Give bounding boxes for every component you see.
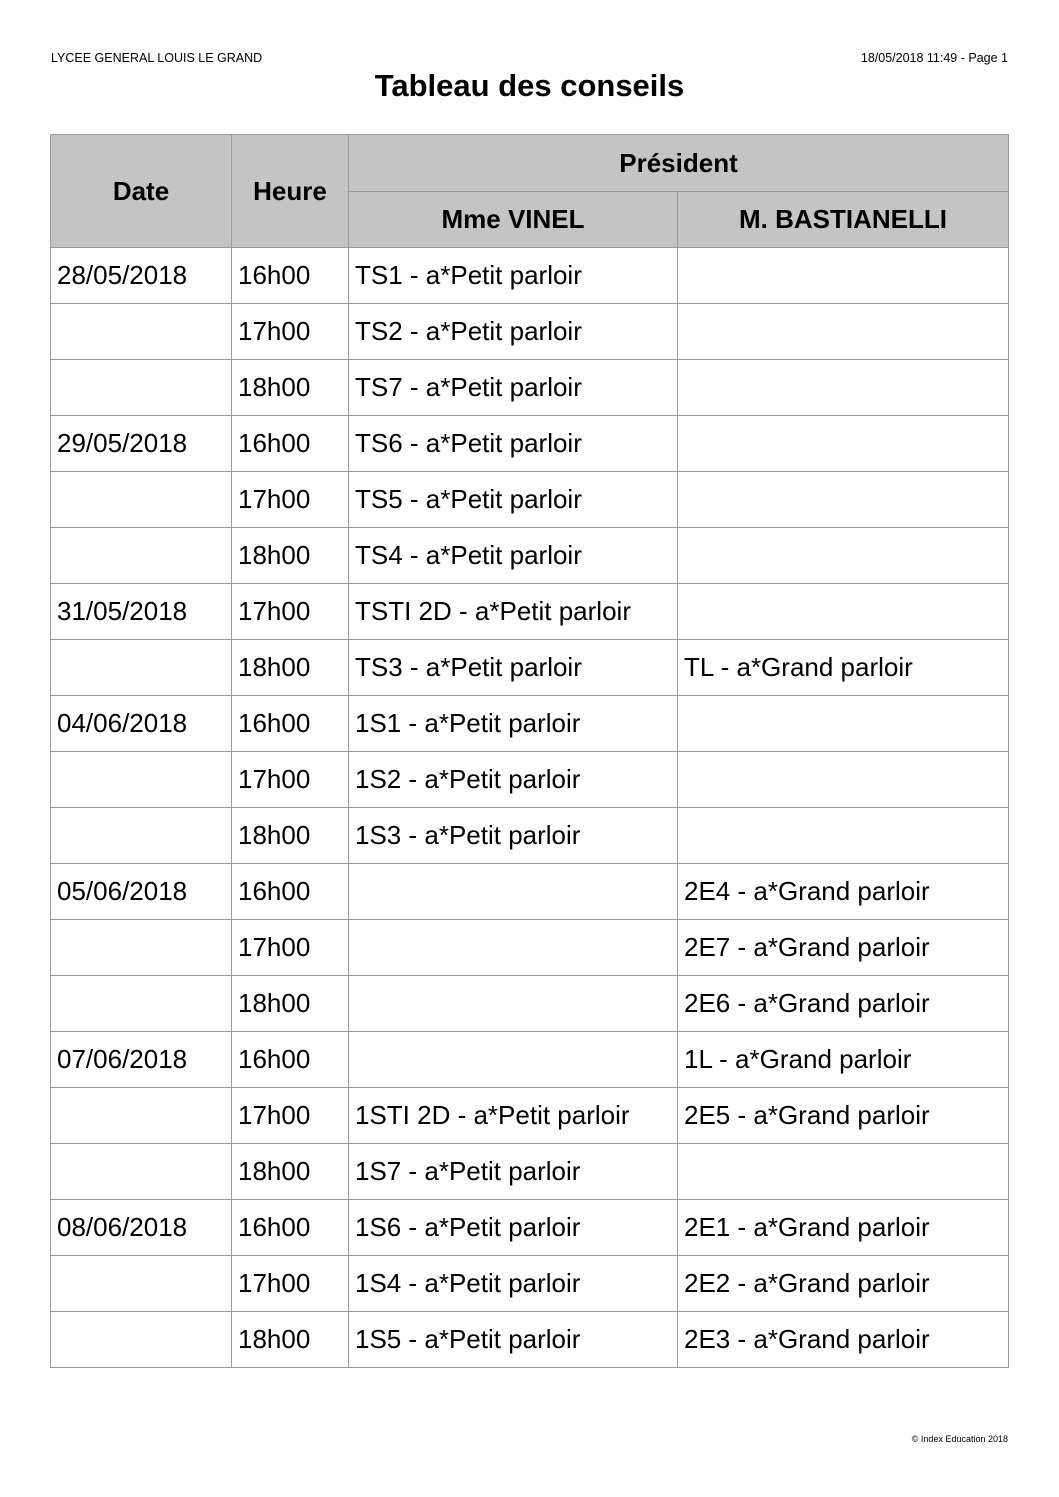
date-cell bbox=[51, 528, 232, 584]
time-cell: 16h00 bbox=[232, 696, 349, 752]
school-name: LYCEE GENERAL LOUIS LE GRAND bbox=[51, 51, 263, 65]
vinel-cell: 1S6 - a*Petit parloir bbox=[349, 1200, 678, 1256]
vinel-cell: 1STI 2D - a*Petit parloir bbox=[349, 1088, 678, 1144]
bastianelli-cell bbox=[678, 416, 1009, 472]
time-cell: 18h00 bbox=[232, 360, 349, 416]
table-row bbox=[51, 528, 1009, 584]
vinel-cell: TS3 - a*Petit parloir bbox=[349, 640, 678, 696]
table-row bbox=[51, 752, 1009, 808]
date-cell bbox=[51, 752, 232, 808]
bastianelli-cell bbox=[678, 248, 1009, 304]
vinel-cell bbox=[349, 976, 678, 1032]
time-cell: 18h00 bbox=[232, 1144, 349, 1200]
col-bastianelli-header: M. BASTIANELLI bbox=[678, 192, 1009, 248]
date-cell: 28/05/2018 bbox=[51, 248, 232, 304]
date-cell bbox=[51, 472, 232, 528]
time-cell: 18h00 bbox=[232, 640, 349, 696]
col-vinel-header: Mme VINEL bbox=[349, 192, 678, 248]
date-cell: 07/06/2018 bbox=[51, 1032, 232, 1088]
date-cell bbox=[51, 1144, 232, 1200]
time-cell: 18h00 bbox=[232, 1312, 349, 1368]
date-cell: 05/06/2018 bbox=[51, 864, 232, 920]
bastianelli-cell bbox=[678, 808, 1009, 864]
table-row bbox=[51, 1200, 1009, 1256]
vinel-cell: 1S5 - a*Petit parloir bbox=[349, 1312, 678, 1368]
time-cell: 16h00 bbox=[232, 864, 349, 920]
table-row bbox=[51, 640, 1009, 696]
table-row bbox=[51, 808, 1009, 864]
table-row bbox=[51, 416, 1009, 472]
time-cell: 17h00 bbox=[232, 472, 349, 528]
date-cell: 04/06/2018 bbox=[51, 696, 232, 752]
bastianelli-cell bbox=[678, 1144, 1009, 1200]
vinel-cell: TSTI 2D - a*Petit parloir bbox=[349, 584, 678, 640]
copyright-footer: © Index Education 2018 bbox=[911, 1434, 1008, 1444]
table-row bbox=[51, 696, 1009, 752]
bastianelli-cell bbox=[678, 528, 1009, 584]
bastianelli-cell bbox=[678, 752, 1009, 808]
vinel-cell: TS2 - a*Petit parloir bbox=[349, 304, 678, 360]
print-timestamp: 18/05/2018 11:49 - Page 1 bbox=[860, 51, 1008, 65]
bastianelli-cell bbox=[678, 472, 1009, 528]
table-row bbox=[51, 360, 1009, 416]
vinel-cell: 1S7 - a*Petit parloir bbox=[349, 1144, 678, 1200]
bastianelli-cell: TL - a*Grand parloir bbox=[678, 640, 1009, 696]
bastianelli-cell: 2E3 - a*Grand parloir bbox=[678, 1312, 1009, 1368]
date-cell bbox=[51, 1312, 232, 1368]
vinel-cell: TS1 - a*Petit parloir bbox=[349, 248, 678, 304]
date-cell bbox=[51, 920, 232, 976]
table-body bbox=[51, 248, 1009, 1368]
bastianelli-cell: 2E5 - a*Grand parloir bbox=[678, 1088, 1009, 1144]
col-president-header: Président bbox=[349, 135, 1009, 192]
time-cell: 17h00 bbox=[232, 304, 349, 360]
vinel-cell: TS5 - a*Petit parloir bbox=[349, 472, 678, 528]
date-cell bbox=[51, 360, 232, 416]
time-cell: 16h00 bbox=[232, 1200, 349, 1256]
date-cell: 31/05/2018 bbox=[51, 584, 232, 640]
table-row bbox=[51, 304, 1009, 360]
table-row bbox=[51, 976, 1009, 1032]
bastianelli-cell bbox=[678, 360, 1009, 416]
date-cell bbox=[51, 808, 232, 864]
vinel-cell: 1S4 - a*Petit parloir bbox=[349, 1256, 678, 1312]
vinel-cell: TS6 - a*Petit parloir bbox=[349, 416, 678, 472]
time-cell: 16h00 bbox=[232, 1032, 349, 1088]
vinel-cell bbox=[349, 1032, 678, 1088]
table-row bbox=[51, 864, 1009, 920]
bastianelli-cell: 1L - a*Grand parloir bbox=[678, 1032, 1009, 1088]
col-date-header: Date bbox=[51, 135, 232, 248]
bastianelli-cell bbox=[678, 696, 1009, 752]
time-cell: 18h00 bbox=[232, 976, 349, 1032]
table-row bbox=[51, 248, 1009, 304]
date-cell: 08/06/2018 bbox=[51, 1200, 232, 1256]
page-title: Tableau des conseils bbox=[374, 68, 685, 103]
table-row bbox=[51, 920, 1009, 976]
date-cell bbox=[51, 1256, 232, 1312]
time-cell: 17h00 bbox=[232, 1088, 349, 1144]
table-row bbox=[51, 472, 1009, 528]
bastianelli-cell: 2E6 - a*Grand parloir bbox=[678, 976, 1009, 1032]
time-cell: 18h00 bbox=[232, 528, 349, 584]
table-row bbox=[51, 584, 1009, 640]
date-cell bbox=[51, 976, 232, 1032]
vinel-cell bbox=[349, 864, 678, 920]
bastianelli-cell: 2E2 - a*Grand parloir bbox=[678, 1256, 1009, 1312]
table-row bbox=[51, 1256, 1009, 1312]
councils-table bbox=[50, 134, 1009, 1368]
time-cell: 17h00 bbox=[232, 1256, 349, 1312]
date-cell bbox=[51, 304, 232, 360]
col-heure-header: Heure bbox=[232, 135, 349, 248]
date-cell: 29/05/2018 bbox=[51, 416, 232, 472]
vinel-cell: 1S2 - a*Petit parloir bbox=[349, 752, 678, 808]
table-row bbox=[51, 1144, 1009, 1200]
date-cell bbox=[51, 1088, 232, 1144]
bastianelli-cell: 2E7 - a*Grand parloir bbox=[678, 920, 1009, 976]
vinel-cell: TS7 - a*Petit parloir bbox=[349, 360, 678, 416]
bastianelli-cell: 2E4 - a*Grand parloir bbox=[678, 864, 1009, 920]
bastianelli-cell bbox=[678, 584, 1009, 640]
vinel-cell: 1S3 - a*Petit parloir bbox=[349, 808, 678, 864]
bastianelli-cell bbox=[678, 304, 1009, 360]
time-cell: 17h00 bbox=[232, 920, 349, 976]
table-row bbox=[51, 1032, 1009, 1088]
time-cell: 16h00 bbox=[232, 248, 349, 304]
date-cell bbox=[51, 640, 232, 696]
vinel-cell bbox=[349, 920, 678, 976]
time-cell: 17h00 bbox=[232, 752, 349, 808]
time-cell: 18h00 bbox=[232, 808, 349, 864]
time-cell: 16h00 bbox=[232, 416, 349, 472]
table-row bbox=[51, 1312, 1009, 1368]
table-row bbox=[51, 1088, 1009, 1144]
vinel-cell: 1S1 - a*Petit parloir bbox=[349, 696, 678, 752]
vinel-cell: TS4 - a*Petit parloir bbox=[349, 528, 678, 584]
time-cell: 17h00 bbox=[232, 584, 349, 640]
bastianelli-cell: 2E1 - a*Grand parloir bbox=[678, 1200, 1009, 1256]
